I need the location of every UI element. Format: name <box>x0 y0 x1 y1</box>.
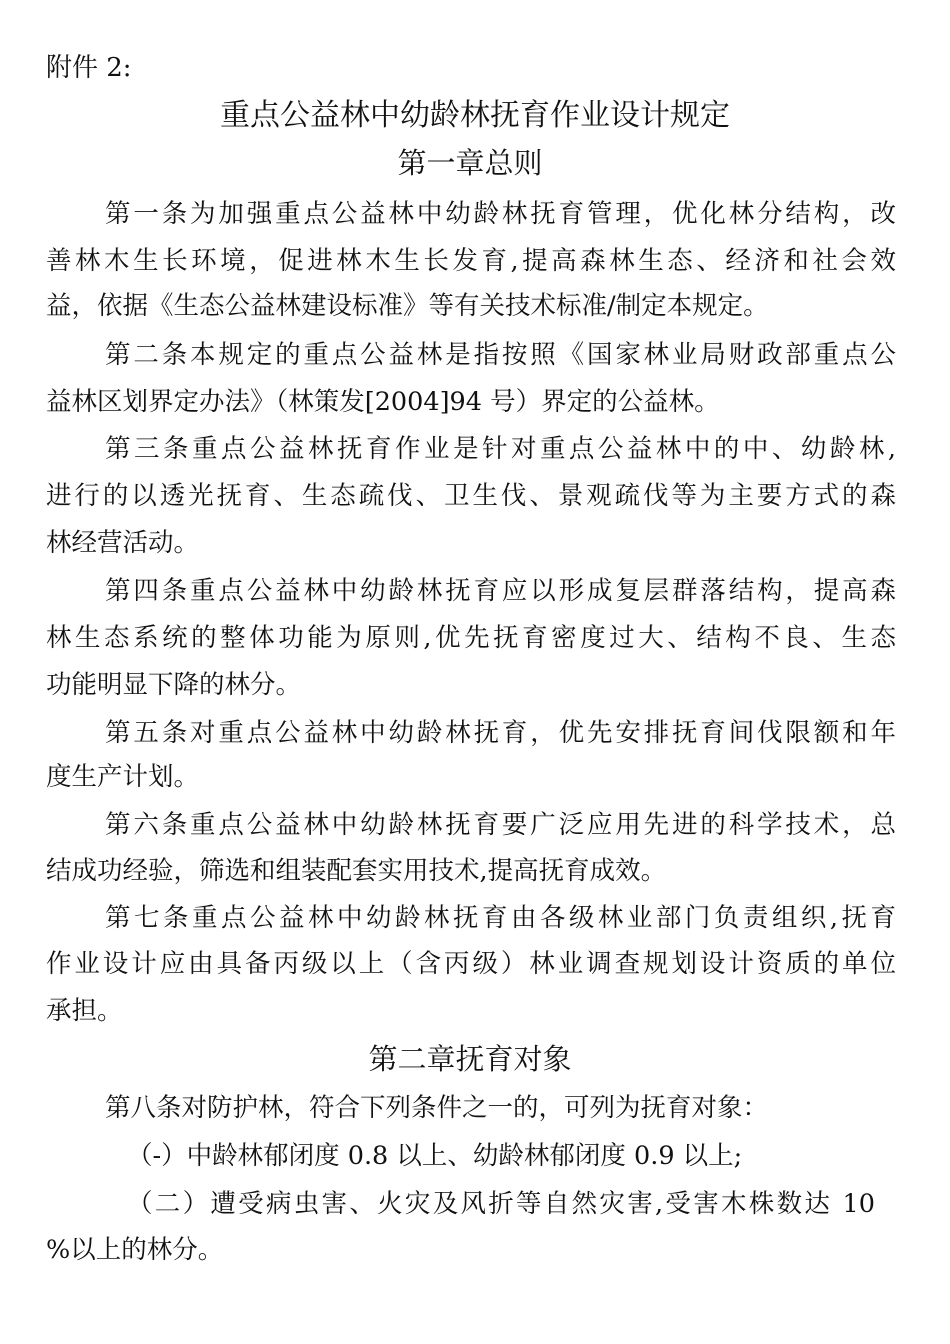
article-line: 作业设计应由具备丙级以上（含丙级）林业调查规划设计资质的单位 <box>46 949 896 979</box>
attachment-label: 附件 2: <box>46 53 132 83</box>
article-line: 益，依据《生态公益林建设标准》等有关技术标准/制定本规定。 <box>46 291 769 321</box>
article-line: 第八条对防护林，符合下列条件之一的，可列为抚育对象： <box>105 1093 769 1123</box>
article-line: 第一条为加强重点公益林中幼龄林抚育管理，优化林分结构，改 <box>105 199 896 229</box>
article-line: 结成功经验，筛选和组装配套实用技术,提高抚育成效。 <box>46 856 667 886</box>
article-line: 林经营活动。 <box>46 528 200 558</box>
chapter-heading: 第二章抚育对象 <box>368 1042 572 1076</box>
chapter-heading: 第一章总则 <box>397 146 543 180</box>
article-line: 承担。 <box>46 996 123 1026</box>
article-line: 第五条对重点公益林中幼龄林抚育，优先安排抚育间伐限额和年 <box>105 718 896 748</box>
article-line: 第三条重点公益林抚育作业是针对重点公益林中的中、幼龄林, <box>105 434 896 464</box>
article-line: 益林区划界定办法》（林策发[2004]94 号）界定的公益林。 <box>46 387 720 417</box>
article-line: 进行的以透光抚育、生态疏伐、卫生伐、景观疏伐等为主要方式的森 <box>46 481 896 511</box>
article-line: 度生产计划。 <box>46 762 200 792</box>
list-item: （二）遭受病虫害、火灾及风折等自然灾害,受害木株数达 10 <box>127 1189 875 1219</box>
article-line: 第七条重点公益林中幼龄林抚育由各级林业部门负责组织,抚育 <box>105 903 896 933</box>
article-line: 功能明显下降的林分。 <box>46 670 302 700</box>
article-line: 第六条重点公益林中幼龄林抚育要广泛应用先进的科学技术，总 <box>105 810 896 840</box>
article-line: 善林木生长环境，促进林木生长发育,提高森林生态、经济和社会效 <box>46 246 896 276</box>
document-title: 重点公益林中幼龄林抚育作业设计规定 <box>220 98 730 133</box>
article-line: 第二条本规定的重点公益林是指按照《国家林业局财政部重点公 <box>105 340 896 370</box>
list-item: （-）中龄林郁闭度 0.8 以上、幼龄林郁闭度 0.9 以上; <box>127 1141 743 1171</box>
list-item-continuation: %以上的林分。 <box>46 1235 224 1265</box>
article-line: 第四条重点公益林中幼龄林抚育应以形成复层群落结构，提高森 <box>105 576 896 606</box>
article-line: 林生态系统的整体功能为原则,优先抚育密度过大、结构不良、生态 <box>46 623 896 653</box>
